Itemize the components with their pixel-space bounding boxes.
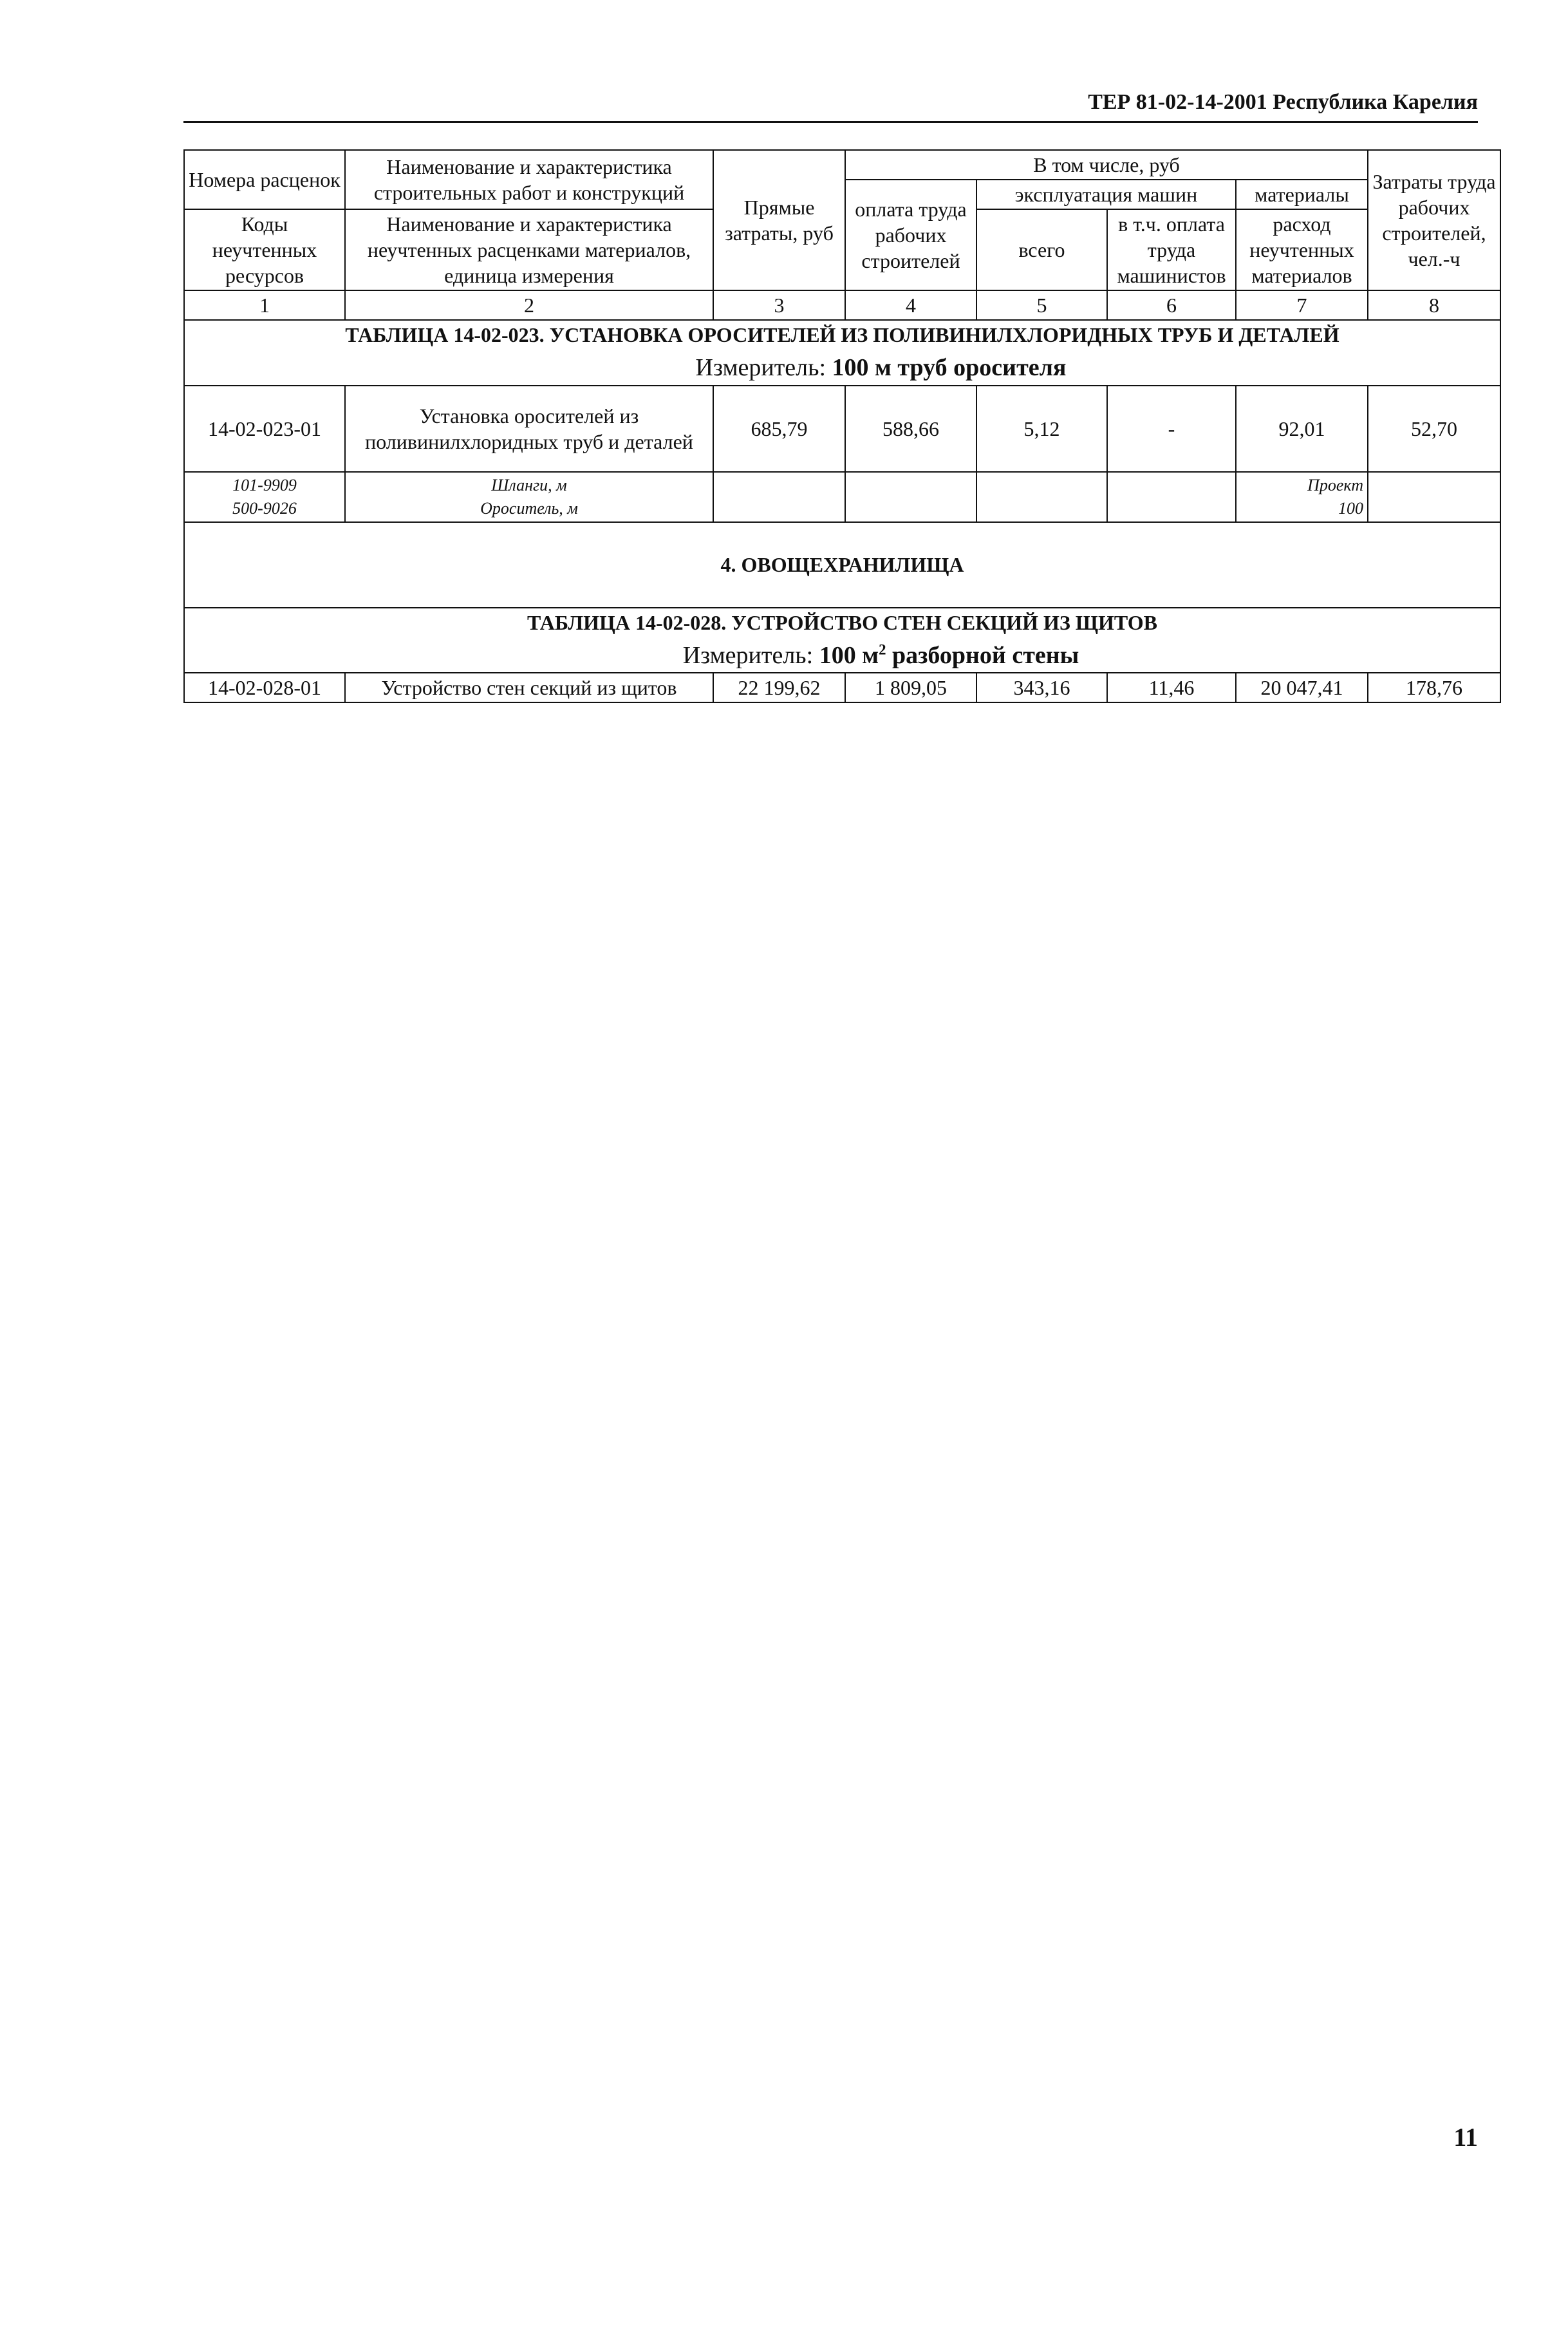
col8-header: Затраты труда рабочих строителей, чел.-ч (1368, 150, 1500, 290)
measure-line (189, 641, 1496, 672)
col7-header: расход неучтенных материалов (1236, 209, 1368, 290)
machines-header: эксплуатация машин (976, 180, 1236, 209)
col6-header: в т.ч. оплата труда машинистов (1107, 209, 1236, 290)
col1-header-bottom: Коды неучтенных ресурсов (184, 209, 345, 290)
materials-header: материалы (1236, 180, 1368, 209)
table-14-02-028-heading (184, 608, 1500, 673)
labor-hours: 52,70 (1368, 386, 1500, 472)
col1-header-top: Номера расценок (184, 150, 345, 209)
table-title: ТАБЛИЦА 14-02-028. УСТРОЙСТВО СТЕН СЕКЦИЙ ИЗ ЩИТОВ (527, 610, 1158, 634)
col-number: 6 (1107, 290, 1236, 320)
machines-cost: 5,12 (976, 386, 1107, 472)
rate-code: 14-02-023-01 (184, 386, 345, 472)
resource-codes (184, 472, 345, 522)
machinists-cost: - (1107, 386, 1236, 472)
page-number: 11 (1453, 2123, 1478, 2152)
col2-header-top: Наименование и характеристика строительных работ и конструкций (345, 150, 713, 209)
price-table (183, 149, 1501, 703)
measure-label: Измеритель: (682, 641, 814, 669)
document-header: ТЕР 81-02-14-2001 Республика Карелия (1088, 90, 1478, 114)
resource-name: Ороситель, м (480, 498, 578, 518)
resource-names (345, 472, 713, 522)
header-rule (183, 121, 1478, 123)
measure-value: 100 м труб оросителя (832, 354, 1067, 381)
measure-value: 100 $м^2$ разборной стены (819, 641, 1079, 669)
group-header: В том числе, руб (845, 150, 1368, 180)
col4-header: оплата труда рабочих строителей (845, 180, 976, 290)
direct-cost: 685,79 (713, 386, 845, 472)
col-number: 5 (976, 290, 1107, 320)
col2-header-bottom: Наименование и характеристика неучтенных расценками материалов, единица измерения (345, 209, 713, 290)
rate-name: Установка оросителей из поливинилхлоридных труб и деталей (345, 386, 713, 472)
machines-cost: 343,16 (976, 673, 1107, 702)
resource-code: 101-9909 (232, 476, 297, 495)
rate-code: 14-02-028-01 (184, 673, 345, 702)
table-14-02-023-heading (184, 320, 1500, 386)
labor-cost: 1 809,05 (845, 673, 976, 702)
col-number: 2 (345, 290, 713, 320)
col-number: 3 (713, 290, 845, 320)
col5-header: всего (976, 209, 1107, 290)
machinists-cost: 11,46 (1107, 673, 1236, 702)
resource-values (1236, 472, 1368, 522)
labor-cost: 588,66 (845, 386, 976, 472)
resource-value: Проект (1307, 476, 1364, 495)
materials-cost: 92,01 (1236, 386, 1368, 472)
labor-hours: 178,76 (1368, 673, 1500, 702)
part-heading: 4. ОВОЩЕХРАНИЛИЩА (184, 522, 1500, 608)
rate-name: Устройство стен секций из щитов (345, 673, 713, 702)
col-number: 7 (1236, 290, 1368, 320)
measure-line (189, 353, 1496, 384)
resource-value: 100 (1338, 498, 1364, 518)
resource-name: Шланги, м (491, 476, 567, 495)
materials-cost: 20 047,41 (1236, 673, 1368, 702)
resource-code: 500-9026 (232, 498, 297, 518)
col-number: 8 (1368, 290, 1500, 320)
measure-label: Измеритель: (695, 354, 826, 381)
col-number: 4 (845, 290, 976, 320)
table-title: ТАБЛИЦА 14-02-023. УСТАНОВКА ОРОСИТЕЛЕЙ ИЗ ПОЛИВИНИЛХЛОРИДНЫХ ТРУБ И ДЕТАЛЕЙ (345, 323, 1339, 346)
col3-header: Прямые затраты, руб (713, 150, 845, 290)
direct-cost: 22 199,62 (713, 673, 845, 702)
col-number: 1 (184, 290, 345, 320)
